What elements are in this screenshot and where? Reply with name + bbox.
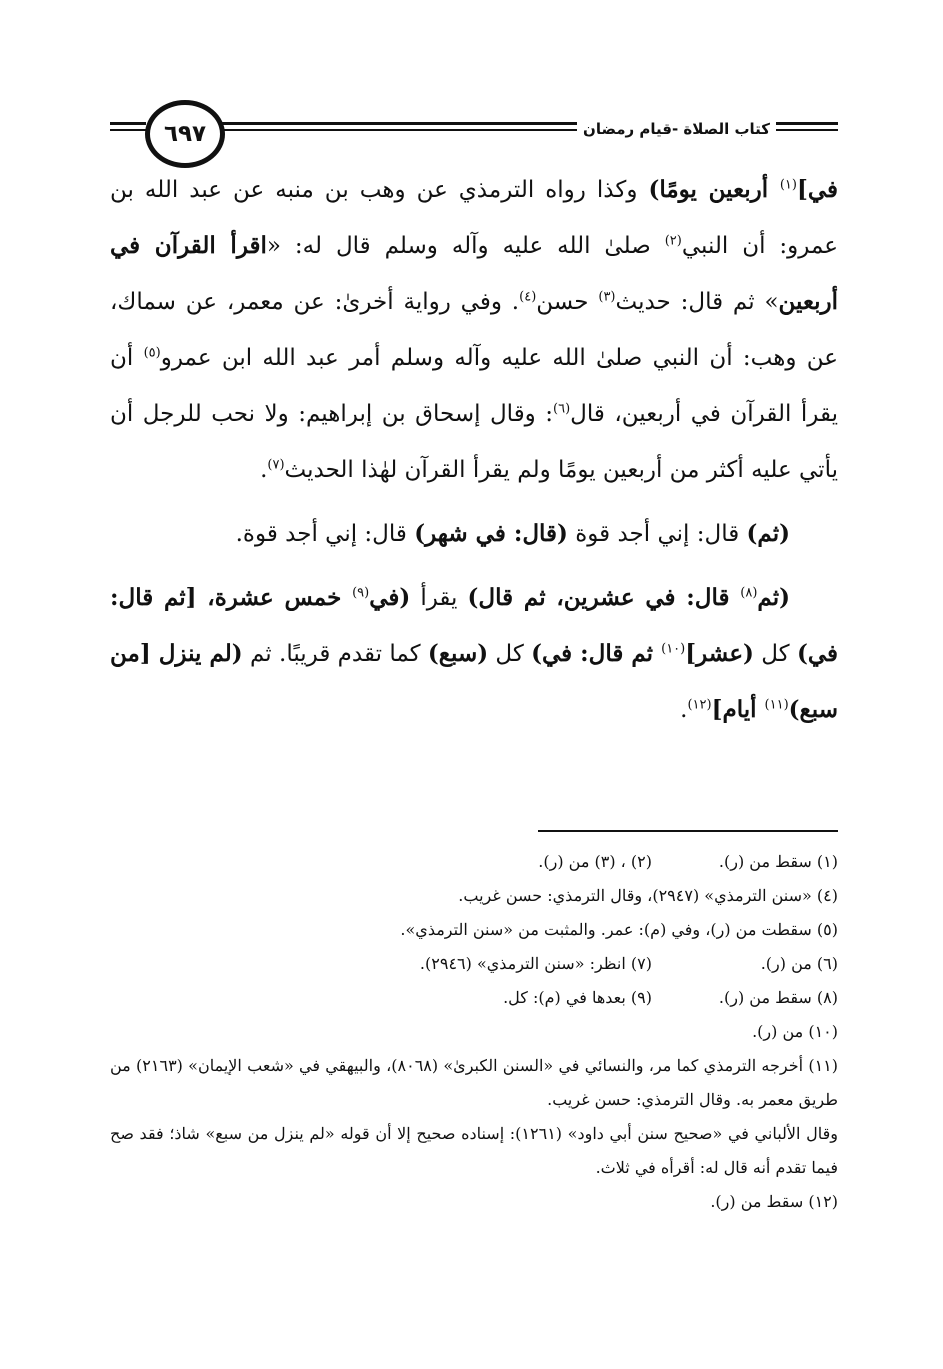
page-header	[110, 100, 838, 160]
text-bold: (قال: في شهر)	[414, 520, 568, 547]
text-bold: أيام]	[711, 696, 765, 723]
text-span: قال: إني أجد قوة.	[235, 521, 415, 547]
footnote-9: (٩) بعدها في (م): كل.	[503, 988, 652, 1007]
text-bold: أربعين يومًا)	[648, 176, 780, 203]
footnote-marker: (٤)	[519, 289, 537, 305]
text-bold: (لم ينزل [من سبع)	[110, 640, 838, 723]
footnote-11-continued: وقال الألباني في «صحيح سنن أبي داود» (١٢٦١): إسناده صحيح إلا أن قوله «لم ينزل من سبع» شاذ؛ فقد صح فيما تقدم أنه قال له: أقرأه في ثلاث.	[110, 1124, 839, 1177]
text-span: وكذا رواه الترمذي عن وهب بن منبه عن عبد الله بن عمرو: أن النبي	[110, 177, 838, 259]
footnote-7: (٧) انظر: «سنن الترمذي» (٢٩٤٦).	[419, 954, 652, 973]
text-span: .	[260, 457, 268, 483]
text-bold: في]	[796, 176, 839, 203]
footnote-row	[110, 913, 838, 947]
footnote-marker: (٢)	[664, 233, 682, 249]
text-span: كل	[488, 641, 532, 667]
footnote-marker: (٨)	[740, 585, 758, 601]
text-span: يقرأ	[410, 585, 468, 611]
footnote-6: (٦) من (ر).	[760, 954, 838, 973]
footnote-11: (١١) أخرجه الترمذي كما مر، والنسائي في «السنن الكبرىٰ» (٨٠٦٨)، والبيهقي في «شعب الإيمان» (٢١٦٣) من طريق معمر به. وقال الترمذي: حسن غريب.	[110, 1056, 839, 1109]
footnote-row	[110, 845, 838, 879]
footnote-10: (١٠) من (ر).	[752, 1022, 838, 1041]
text-span: أن يقرأ القرآن في أربعين، قال	[110, 345, 838, 427]
paragraph-1	[110, 162, 838, 498]
footnote-row	[110, 879, 838, 913]
paragraph-3	[110, 570, 838, 738]
footnote-5: (٥) سقطت من (ر)، وفي (م): عمر. والمثبت من «سنن الترمذي».	[400, 920, 838, 939]
header-rule-left-thin	[110, 129, 146, 131]
text-span: » ثم قال: حديث	[615, 289, 779, 315]
footnote-marker: (٣)	[598, 289, 616, 305]
text-span: قال: إني أجد قوة	[567, 521, 747, 547]
footnote-marker: (٩)	[352, 585, 370, 601]
footnote-row	[110, 1185, 838, 1219]
footnote-row	[110, 981, 838, 1015]
text-bold: قال: في عشرين، ثم قال)	[467, 584, 741, 611]
header-rule-left	[110, 122, 146, 125]
text-bold: (عشر]	[685, 640, 754, 667]
footnote-row	[110, 947, 838, 981]
text-span: كل	[753, 641, 797, 667]
page-number: ٦٩٧	[163, 121, 207, 147]
footnote-marker: (١١)	[764, 697, 789, 713]
footnote-marker: (٧)	[267, 457, 285, 473]
page-number-badge	[145, 100, 225, 168]
text-bold: (سبع)	[427, 640, 489, 667]
main-text	[110, 162, 838, 738]
footnote-marker: (١٢)	[687, 697, 712, 713]
text-span: .	[680, 697, 688, 723]
text-bold: خمس عشرة، [ثم قال: في)	[110, 584, 838, 667]
text-span: صلىٰ الله عليه وآله وسلم قال له: «	[266, 233, 665, 259]
footnote-marker: (١٠)	[661, 641, 686, 657]
text-bold: (في	[369, 584, 411, 611]
paragraph-2	[110, 506, 838, 562]
footnotes	[110, 845, 838, 1219]
footnote-1: (١) سقط من (ر).	[718, 852, 838, 871]
text-bold: ثم قال: في)	[531, 640, 662, 667]
running-title: كتاب الصلاة -قيام رمضان	[577, 120, 776, 138]
text-bold: (ثم	[757, 584, 790, 611]
footnote-2-3: (٢) ، (٣) من (ر).	[538, 852, 652, 871]
footnote-12: (١٢) سقط من (ر).	[710, 1192, 838, 1211]
footnote-marker: (١)	[779, 177, 797, 193]
text-bold: (ثم)	[746, 520, 790, 547]
text-span: : وقال إسحاق بن إبراهيم: ولا نحب للرجل أن يأتي عليه أكثر من أربعين يومًا ولم يقرأ القرآن لهٰذا الحديث	[110, 401, 838, 483]
text-span: حسن	[536, 289, 599, 315]
footnote-separator	[538, 830, 838, 832]
text-span: كما تقدم قريبًا. ثم	[242, 641, 428, 667]
text-bold: اقرأ القرآن في أربعين	[110, 232, 838, 315]
footnote-marker: (٥)	[143, 345, 161, 361]
text-span: . وفي رواية أخرىٰ: عن معمر، عن سماك، عن وهب: أن النبي صلىٰ الله عليه وآله وسلم أمر عبد الله ابن عمرو	[110, 289, 839, 371]
footnote-8: (٨) سقط من (ر).	[718, 988, 838, 1007]
footnote-marker: (٦)	[553, 401, 571, 417]
footnote-4: (٤) «سنن الترمذي» (٢٩٤٧)، وقال الترمذي: حسن غريب.	[458, 886, 838, 905]
footnote-row	[110, 1015, 838, 1049]
